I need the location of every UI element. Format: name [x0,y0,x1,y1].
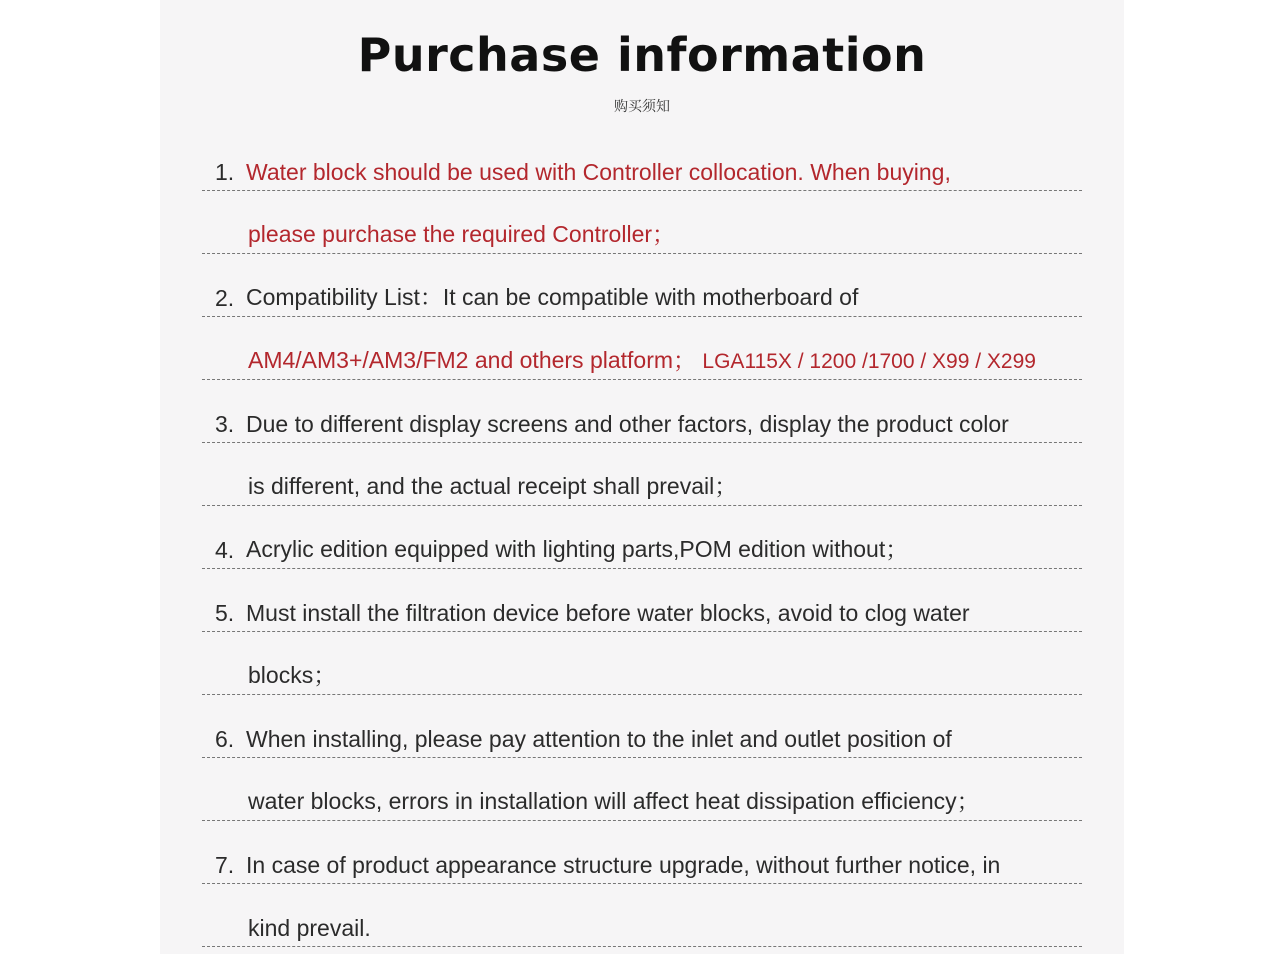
list-item-7-line-1 [202,821,1082,884]
list-item-text [248,342,1036,375]
list-item-5-line-1 [202,569,1082,632]
list-item-text: Due to different display screens and other factors, display the product color [246,411,1009,437]
list-item-text: Acrylic edition equipped with lighting parts,POM edition without； [246,536,909,562]
list-item-text: Water block should be used with Controller collocation. When buying, [246,159,951,185]
list-item-1-line-2 [202,191,1082,254]
list-item-text: is different, and the actual receipt shall prevail； [248,473,738,499]
list-item-6-line-1 [202,695,1082,758]
list-item-text: Must install the filtration device before water blocks, avoid to clog water [246,600,970,626]
list-item-number: 6. [215,726,235,752]
list-item-3-line-2 [202,443,1082,506]
list-item-6-line-2 [202,758,1082,821]
list-item-5-line-2 [202,632,1082,695]
list-item-text: blocks； [248,662,337,688]
page-title: Purchase information [357,28,927,82]
list-item-text: When installing, please pay attention to the inlet and outlet position of [246,726,952,752]
list-item-text: please purchase the required Controller； [248,221,676,247]
list-item-text: kind prevail. [248,915,371,941]
list-item-text: In case of product appearance structure upgrade, without further notice, in [246,852,1001,878]
purchase-info-panel [160,0,1124,954]
list-item-4-line-1 [202,506,1082,569]
list-item-2-line-1 [202,254,1082,317]
list-item-number: 7. [215,852,235,878]
list-item-number: 5. [215,600,235,626]
platform-list-amd: AM4/AM3+/AM3/FM2 and others platform； [248,347,697,373]
list-item-number: 4. [215,537,235,563]
list-item-text: Compatibility List：It can be compatible with motherboard of [246,284,859,310]
platform-list-intel: LGA115X / 1200 /1700 / X99 / X299 [702,350,1036,373]
list-item-2-line-2 [202,317,1082,380]
page-subtitle: 购买须知 [614,99,670,115]
list-item-number: 2. [215,285,235,311]
list-item-3-line-1 [202,380,1082,443]
list-item-number: 1. [215,159,235,185]
list-item-text: water blocks, errors in installation will affect heat dissipation efficiency； [248,788,980,814]
list-item-7-line-2 [202,884,1082,947]
list-item-1-line-1 [202,128,1082,191]
list-item-number: 3. [215,411,235,437]
